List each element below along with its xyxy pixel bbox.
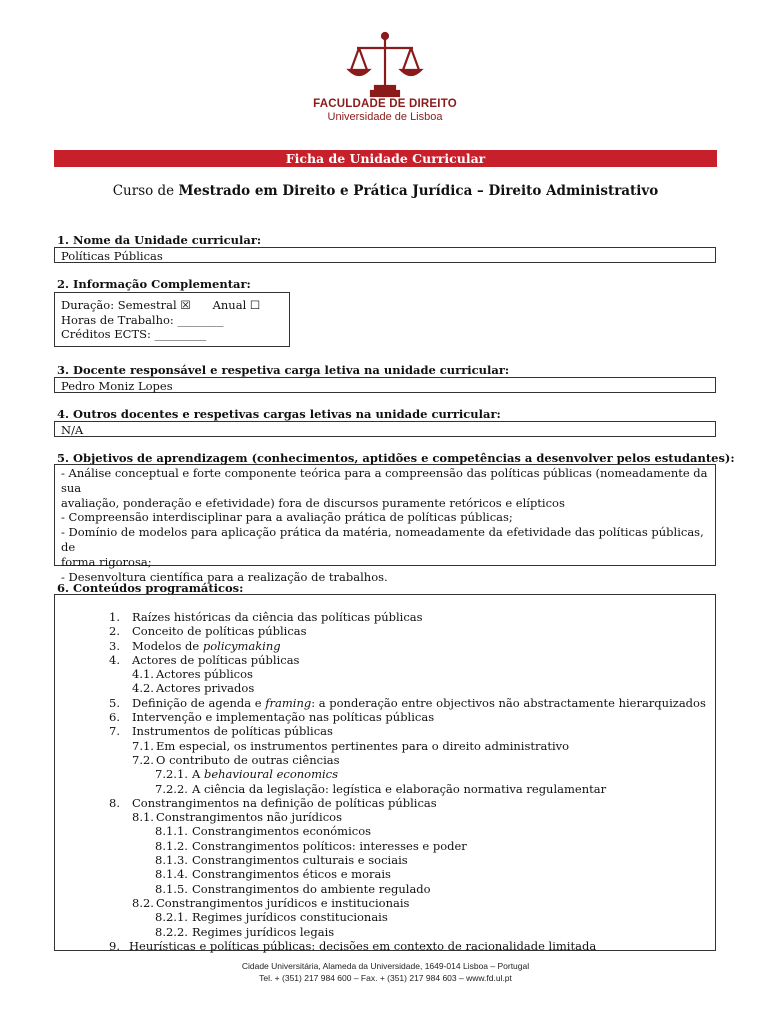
footer-address: Cidade Universitária, Alameda da Universidade, 1649-014 Lisboa – Portugal [241,961,530,971]
syllabus-item-label: Constrangimentos culturais e sociais [192,853,408,868]
syllabus-item-label: Conceito de políticas públicas [132,624,307,639]
syllabus-item-label: Constrangimentos jurídicos e institucionais [156,895,410,910]
syllabus-item-number: 8.2.2. [155,924,188,939]
syllabus-item [55,925,715,939]
syllabus-item-text [156,667,253,681]
annual-checkbox[interactable]: ☐ [249,298,261,312]
syllabus-item-text [192,925,334,939]
syllabus-item-text [192,882,431,896]
syllabus-item-label: Actores de políticas públicas [132,652,300,667]
ects-credits: Créditos ECTS: _________ [61,327,207,341]
logo-subtitle: Universidade de Lisboa [327,111,443,123]
syllabus-item [55,867,715,881]
syllabus-item-text [192,867,391,881]
syllabus-item-text [132,653,299,667]
syllabus-item-label: Em especial, os instrumentos pertinentes para o direito administrativo [156,738,570,753]
objective-line: - Compreensão interdisciplinar para a avaliação prática de políticas públicas; [61,510,513,525]
syllabus-item [55,667,715,681]
syllabus-item-label: Constrangimentos éticos e morais [192,867,391,882]
syllabus-item-number: 3. [109,638,120,653]
uc-name-value: Políticas Públicas [61,249,163,263]
syllabus-item [55,853,715,867]
syllabus-item-number: 8.2.1. [155,910,188,925]
footer-contacts: Tel. + (351) 217 984 600 – Fax. + (351) 217 984 603 – www.fd.ul.pt [259,973,512,983]
syllabus-item-number: 8.1.5. [155,881,188,896]
syllabus-item [55,896,715,910]
syllabus-item [55,710,715,724]
syllabus-item [55,653,715,667]
syllabus-item [55,796,715,810]
syllabus-item-label: A [192,767,204,782]
syllabus-item [55,681,715,695]
syllabus-item [55,639,715,653]
syllabus-item-number: 1. [109,610,120,624]
learning-objectives-box [54,464,716,584]
syllabus-item-number: 8.1.2. [155,838,188,853]
syllabus-item-number: 7.2. [132,752,154,767]
objective-line: - Domínio de modelos para aplicação prática da matéria, nomeadamente da efetividade das políticas públicas, de [61,525,704,554]
section-3-heading: 3. Docente responsável e respetiva carga letiva na unidade curricular: [57,363,510,377]
semestral-checkbox[interactable]: ☒ [180,298,191,312]
syllabus-item [55,696,715,710]
section-4-heading: 4. Outros docentes e respetivas cargas letivas na unidade curricular: [57,407,501,421]
syllabus-item-label: Constrangimentos não jurídicos [156,810,342,825]
syllabus-list [55,610,715,953]
syllabus-item-text [156,739,569,753]
syllabus-item-text [132,624,307,638]
syllabus-item-number: 5. [109,695,120,710]
syllabus-item-text [132,710,434,724]
syllabus-item-text [192,824,371,838]
syllabus-item-number: 7.2.1. [155,767,188,782]
syllabus-item-label: Actores públicos [156,667,253,682]
syllabus-item [55,753,715,767]
syllabus-item-text [132,639,281,653]
syllabus-item-text [132,724,333,738]
syllabus-item [55,624,715,638]
syllabus-item-label: Definição de agenda e [132,695,266,710]
duration-row [61,298,283,313]
syllabus-item-label: Actores privados [156,681,255,696]
section-6-heading: 6. Conteúdos programáticos: [57,581,244,595]
syllabus-item-label: Regimes jurídicos constitucionais [192,910,388,925]
section-2-heading: 2. Informação Complementar: [57,277,251,291]
syllabus-item-label: Instrumentos de políticas públicas [132,724,333,739]
syllabus-item [55,739,715,753]
syllabus-box [54,594,716,951]
objective-line: avaliação, ponderação e efetividade) fora de discursos puramente retóricos e elípticos [61,495,565,510]
syllabus-item [55,724,715,738]
work-hours: Horas de Trabalho: ________ [61,312,224,327]
syllabus-item-text [132,610,423,624]
faculty-logo [300,30,470,130]
syllabus-item-number: 9. [109,938,120,953]
syllabus-item-text [192,853,408,867]
annual-label: Anual [212,298,247,312]
objective-line: - Desenvoltura científica para a realização de trabalhos. [61,569,388,584]
syllabus-item-number: 7.2.2. [155,781,188,796]
syllabus-item-label: Raízes históricas da ciência das políticas públicas [132,610,423,624]
syllabus-item-label: A ciência da legislação: legística e elaboração normativa regulamentar [192,781,607,796]
syllabus-item-italic: behavioural economics [203,767,339,782]
syllabus-item-number: 4. [109,652,120,667]
syllabus-item-text [192,782,606,796]
syllabus-item-text [192,839,467,853]
course-title [54,183,717,199]
syllabus-item [55,810,715,824]
section-1-heading: 1. Nome da Unidade curricular: [57,233,262,247]
responsible-teacher-field [54,377,716,393]
syllabus-item-tail: : a ponderação entre objectivos não abstractamente hierarquizados [311,695,706,710]
syllabus-item-number: 8.2. [132,895,154,910]
syllabus-item-label: Heurísticas e políticas públicas: decisões em contexto de racionalidade limitada [129,938,597,953]
syllabus-item-number: 8. [109,795,120,810]
syllabus-item-text [156,896,409,910]
other-teachers-field [54,421,716,437]
syllabus-item-label: Constrangimentos do ambiente regulado [192,881,431,896]
course-name: Mestrado em Direito e Prática Jurídica – Direito Administrativo [178,183,659,199]
syllabus-item-number: 4.2. [132,681,154,696]
syllabus-item [55,767,715,781]
syllabus-item [55,910,715,924]
syllabus-item-number: 8.1.4. [155,867,188,882]
other-teachers-value: N/A [61,423,84,437]
syllabus-item-label: Constrangimentos económicos [192,824,372,839]
syllabus-item [55,782,715,796]
objective-line: forma rigorosa; [61,554,152,569]
syllabus-item [55,839,715,853]
syllabus-item-label: Modelos de [132,638,203,653]
page-footer [54,960,717,984]
form-title-banner: Ficha de Unidade Curricular [54,150,717,167]
syllabus-item-text [156,810,342,824]
syllabus-item [55,610,715,624]
scales-of-justice-icon [345,30,425,98]
objective-line: - Análise conceptual e forte componente teórica para a compreensão das políticas públicas (nomeadamente da sua [61,466,708,495]
syllabus-item-number: 6. [109,710,120,725]
syllabus-item [55,824,715,838]
syllabus-item [55,882,715,896]
section-5-heading: 5. Objetivos de aprendizagem (conhecimentos, aptidões e competências a desenvolver pelos estudantes): [57,451,735,465]
syllabus-item-number: 8.1. [132,810,154,825]
syllabus-item-label: Intervenção e implementação nas políticas públicas [132,710,435,725]
syllabus-item-label: Constrangimentos políticos: interesses e poder [192,838,467,853]
syllabus-item-text [192,910,388,924]
syllabus-item-number: 8.1.1. [155,824,188,839]
syllabus-item-text [156,681,254,695]
syllabus-item-label: O contributo de outras ciências [156,752,340,767]
course-prefix: Curso de [112,183,179,199]
duration-label: Duração: Semestral [61,298,177,312]
syllabus-item-italic: policymaking [202,638,281,653]
syllabus-item-text [132,696,706,710]
syllabus-item-number: 2. [109,624,120,639]
syllabus-item [55,939,715,953]
syllabus-item-text [132,796,437,810]
syllabus-item-text [129,939,596,953]
syllabus-item-number: 7. [109,724,120,739]
complementary-info-box [54,292,290,347]
uc-name-field [54,247,716,263]
syllabus-item-italic: framing [265,695,312,710]
syllabus-item-number: 8.1.3. [155,853,188,868]
logo-title: FACULDADE DE DIREITO [313,98,457,110]
syllabus-item-number: 7.1. [132,738,154,753]
syllabus-item-number: 4.1. [132,667,154,682]
syllabus-item-text [156,753,340,767]
responsible-teacher-value: Pedro Moniz Lopes [61,379,173,393]
syllabus-item-label: Regimes jurídicos legais [192,924,335,939]
syllabus-item-label: Constrangimentos na definição de políticas públicas [132,795,437,810]
syllabus-item-text [192,767,338,781]
